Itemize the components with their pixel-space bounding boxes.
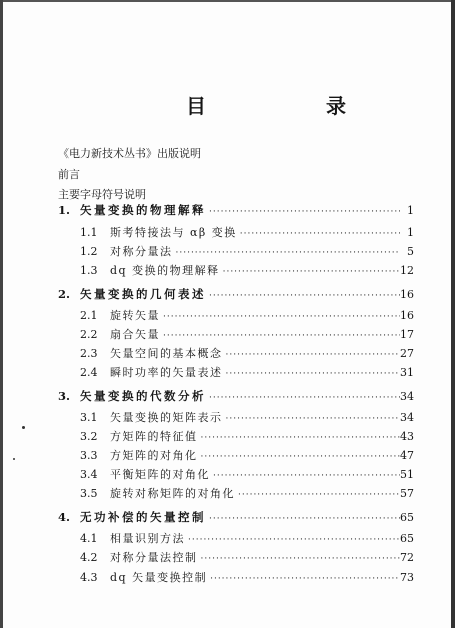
- toc-leader-dots: [235, 490, 400, 500]
- toc-section-row[interactable]: [80, 549, 414, 565]
- toc-entry-title: 平衡矩阵的对角化: [110, 468, 210, 481]
- page-edge-top: [0, 0, 455, 2]
- toc-page-number: 17: [400, 328, 414, 341]
- front-matter-publication-note: 《电力新技术丛书》出版说明: [58, 147, 201, 160]
- toc-page-number: 16: [400, 288, 414, 301]
- toc-section-row[interactable]: [80, 485, 414, 501]
- front-matter-symbols: 主要字母符号说明: [58, 188, 146, 201]
- toc-leader-dots: [237, 229, 400, 239]
- toc-chapter-row[interactable]: [58, 202, 414, 218]
- toc-leader-dots: [198, 452, 401, 462]
- toc-entry-title: dq 矢量变换控制: [110, 571, 208, 584]
- toc-entry-title: 对称分量法控制: [110, 551, 198, 564]
- toc-entry-title: dq 变换的物理解释: [110, 264, 220, 277]
- toc-leader-dots: [223, 369, 401, 379]
- toc-number: 1.: [58, 203, 71, 217]
- toc-number: 1.2: [80, 245, 98, 258]
- toc-number: 1.3: [80, 264, 98, 277]
- toc-number: 2.1: [80, 309, 98, 322]
- toc-entry-title: 矢量变换的几何表述: [80, 287, 206, 301]
- toc-leader-dots: [198, 554, 401, 564]
- toc-entry-title: 旋转对称矩阵的对角化: [110, 487, 235, 500]
- toc-leader-dots: [206, 393, 400, 403]
- toc-section-row[interactable]: [80, 326, 414, 342]
- toc-leader-dots: [173, 248, 401, 258]
- toc-number: 3.1: [80, 411, 98, 424]
- toc-section-row[interactable]: [80, 243, 414, 259]
- toc-leader-dots: [220, 267, 400, 277]
- toc-entry-title: 方矩阵的对角化: [110, 449, 198, 462]
- toc-entry-title: 对称分量法: [110, 245, 173, 258]
- toc-page-number: 1: [407, 226, 414, 239]
- toc-section-row[interactable]: [80, 569, 414, 585]
- toc-section-row[interactable]: [80, 409, 414, 425]
- toc-page-number: 72: [400, 551, 414, 564]
- toc-page-number: 51: [400, 468, 414, 481]
- toc-section-row[interactable]: [80, 364, 414, 380]
- toc-section-row[interactable]: [80, 530, 414, 546]
- toc-number: 4.3: [80, 571, 98, 584]
- toc-entry-title: 矢量变换的物理解释: [80, 203, 206, 217]
- toc-leader-dots: [206, 207, 400, 217]
- toc-page-number: 47: [400, 449, 414, 462]
- scan-speck: [13, 458, 15, 460]
- toc-page-number: 27: [400, 347, 414, 360]
- toc-leader-dots: [207, 574, 400, 584]
- toc-leader-dots: [206, 514, 400, 524]
- toc-entry-title: 相量识别方法: [110, 532, 185, 545]
- toc-page-number: 57: [400, 487, 414, 500]
- toc-entry-title: 矢量变换的代数分析: [80, 389, 206, 403]
- toc-section-row[interactable]: [80, 224, 414, 240]
- scan-speck: [22, 426, 25, 429]
- toc-page-number: 5: [407, 245, 414, 258]
- toc-entry-title: 方矩阵的特征值: [110, 430, 198, 443]
- toc-number: 4.: [58, 510, 71, 524]
- toc-section-row[interactable]: [80, 262, 414, 278]
- toc-page-number: 31: [400, 366, 414, 379]
- toc-entry-title: 旋转矢量: [110, 309, 160, 322]
- toc-number: 2.3: [80, 347, 98, 360]
- toc-number: 3.2: [80, 430, 98, 443]
- toc-section-row[interactable]: [80, 447, 414, 463]
- page-edge-right: [451, 0, 455, 628]
- toc-page-number: 12: [400, 264, 414, 277]
- toc-page-number: 65: [400, 511, 414, 524]
- toc-number: 4.2: [80, 551, 98, 564]
- toc-number: 2.4: [80, 366, 98, 379]
- toc-leader-dots: [185, 535, 400, 545]
- toc-entry-title: 矢量变换的矩阵表示: [110, 411, 223, 424]
- toc-entry-title: 斯考特接法与 αβ 变换: [110, 226, 237, 239]
- toc-chapter-row[interactable]: [58, 509, 414, 525]
- toc-page-number: 43: [400, 430, 414, 443]
- toc-section-row[interactable]: [80, 307, 414, 323]
- toc-chapter-row[interactable]: [58, 388, 414, 404]
- toc-page-number: 65: [400, 532, 414, 545]
- toc-number: 2.: [58, 287, 71, 301]
- toc-number: 3.: [58, 389, 71, 403]
- toc-page-number: 1: [407, 204, 414, 217]
- toc-section-row[interactable]: [80, 345, 414, 361]
- toc-number: 3.4: [80, 468, 98, 481]
- page-title: 目 录: [186, 94, 396, 118]
- toc-leader-dots: [160, 312, 400, 322]
- toc-page-number: 73: [400, 571, 414, 584]
- front-matter-preface: 前言: [58, 168, 80, 181]
- toc-leader-dots: [223, 414, 401, 424]
- toc-leader-dots: [206, 291, 400, 301]
- toc-page-number: 16: [400, 309, 414, 322]
- toc-entry-title: 无功补偿的矢量控制: [80, 510, 206, 524]
- toc-leader-dots: [160, 331, 400, 341]
- toc-number: 3.3: [80, 449, 98, 462]
- toc-page-number: 34: [400, 390, 414, 403]
- toc-number: 3.5: [80, 487, 98, 500]
- page-edge-left: [0, 0, 3, 628]
- toc-number: 1.1: [80, 226, 98, 239]
- toc-section-row[interactable]: [80, 428, 414, 444]
- toc-section-row[interactable]: [80, 466, 414, 482]
- toc-entry-title: 瞬时功率的矢量表述: [110, 366, 223, 379]
- toc-entry-title: 矢量空间的基本概念: [110, 347, 223, 360]
- toc-leader-dots: [210, 471, 400, 481]
- toc-number: 2.2: [80, 328, 98, 341]
- toc-leader-dots: [223, 350, 401, 360]
- toc-leader-dots: [198, 433, 401, 443]
- toc-entry-title: 扇合矢量: [110, 328, 160, 341]
- toc-number: 4.1: [80, 532, 98, 545]
- toc-page-number: 34: [400, 411, 414, 424]
- toc-chapter-row[interactable]: [58, 286, 414, 302]
